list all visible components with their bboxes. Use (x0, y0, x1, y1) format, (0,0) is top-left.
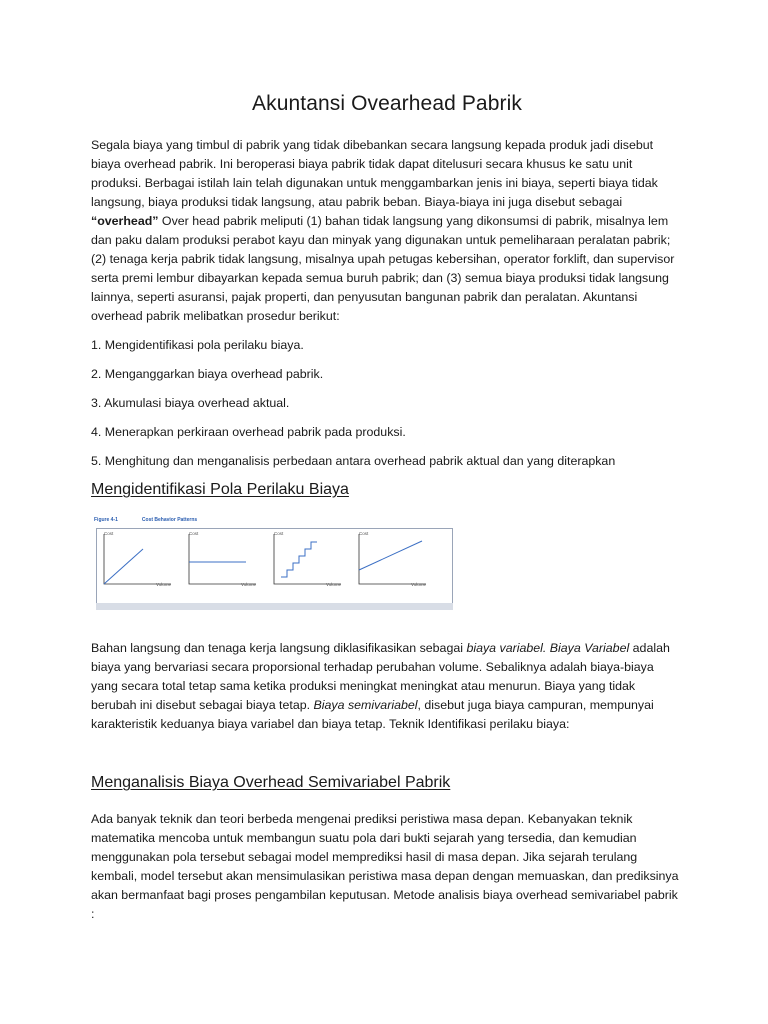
cost-text-3: , disebut juga biaya campuran, mempunyai karakteristik keduanya biaya variabel dan biaya tetap. Teknik Identifikasi perilaku biaya: (91, 698, 654, 731)
plot-fixed (186, 532, 258, 600)
axis-cost-label: Cost (359, 531, 369, 536)
axis-cost-label: Cost (104, 531, 114, 536)
plot-variable (101, 532, 173, 600)
intro-paragraph (91, 136, 683, 326)
plot-semivariable-b (356, 532, 428, 600)
figure-bottom-bar (96, 603, 453, 610)
step-item-4: 4. Menerapkan perkiraan overhead pabrik pada produksi. (91, 425, 406, 439)
cost-text-1: Bahan langsung dan tenaga kerja langsung diklasifikasikan sebagai (91, 641, 467, 655)
intro-bold-overhead: “overhead” (91, 214, 159, 228)
figure-caption: Cost Behavior Patterns (141, 517, 198, 523)
step-item-5: 5. Menghitung dan menganalisis perbedaan antara overhead pabrik aktual dan yang diterapkan (91, 454, 616, 468)
figure-number: Figure 4-1 (94, 517, 118, 523)
intro-text-2: Over head pabrik meliputi (1) bahan tidak langsung yang dikonsumsi di pabrik, misalnya lem dan paku dalam produksi perabot kayu dan minyak yang digunakan untuk pemeliharaan peralatan pabrik; (2) tenaga kerja pabrik tidak langsung, misalnya upah petugas kebersihan, operator forklift, dan supervisor serta premi lembur dibayarkan kepada semua buruh pabrik; dan (3) semua biaya produksi tidak langsung lainnya, seperti asuransi, pajak properti, dan penyusutan bangunan pabrik dan peralatan. Akuntansi overhead pabrik melibatkan prosedur berikut: (91, 214, 675, 323)
plot-semivariable-a (271, 532, 343, 600)
axis-volume-label: Volume (240, 582, 256, 587)
intro-text-1: Segala biaya yang timbul di pabrik yang tidak dibebankan secara langsung kepada produk jadi disebut biaya overhead pabrik. Ini beroperasi biaya pabrik tidak dapat ditelusuri secara khusus ke satu unit produksi. Berbagai istilah lain telah digunakan untuk menggambarkan jenis ini biaya, seperti biaya tidak langsung, biaya produksi tidak langsung, atau pabrik beban. Biaya-biaya ini juga disebut sebagai (91, 138, 658, 209)
semivariable-paragraph: Ada banyak teknik dan teori berbeda mengenai prediksi peristiwa masa depan. Kebanyakan teknik matematika mencoba untuk membangun suatu pola dari bukti sejarah yang tersedia, dan kemudian menggunakan pola tersebut sebagai model memprediksi hasil di masa depan. Jika sejarah terulang kembali, model tersebut akan mensimulasikan peristiwa masa depan dengan memuaskan, dan prediksinya akan bermanfaat bagi proses pengambilan keputusan. Metode analisis biaya overhead semivariabel pabrik : (91, 812, 679, 921)
axis-cost-label: Cost (274, 531, 284, 536)
section-heading-semivariable: Menganalisis Biaya Overhead Semivariabel Pabrik (91, 774, 451, 791)
document-title: Akuntansi Ovearhead Pabrik (252, 92, 522, 115)
figure-title (94, 517, 197, 523)
axis-volume-label: Volume (155, 582, 171, 587)
axis-volume-label: Volume (410, 582, 426, 587)
step-item-2: 2. Menganggarkan biaya overhead pabrik. (91, 367, 324, 381)
section-heading-cost-behavior: Mengidentifikasi Pola Perilaku Biaya (91, 481, 349, 498)
axis-volume-label: Volume (325, 582, 341, 587)
figure-frame (96, 528, 453, 610)
cost-text-2: adalah biaya yang bervariasi secara proporsional terhadap perubahan volume. Sebaliknya adalah biaya-biaya yang secara total tetap sama ketika produksi meningkat meningkat atau menurun. Biaya yang tidak berubah ini disebut sebagai biaya tetap. (91, 641, 670, 712)
step-item-3: 3. Akumulasi biaya overhead aktual. (91, 396, 290, 410)
axis-cost-label: Cost (189, 531, 199, 536)
document-body (91, 92, 683, 924)
cost-italic-1: biaya variabel. Biaya Variabel (466, 641, 630, 655)
cost-behavior-paragraph (91, 639, 683, 734)
cost-italic-2: Biaya semivariabel (313, 698, 418, 712)
step-item-1: 1. Mengidentifikasi pola perilaku biaya. (91, 338, 304, 352)
cost-behavior-figure (94, 517, 455, 615)
